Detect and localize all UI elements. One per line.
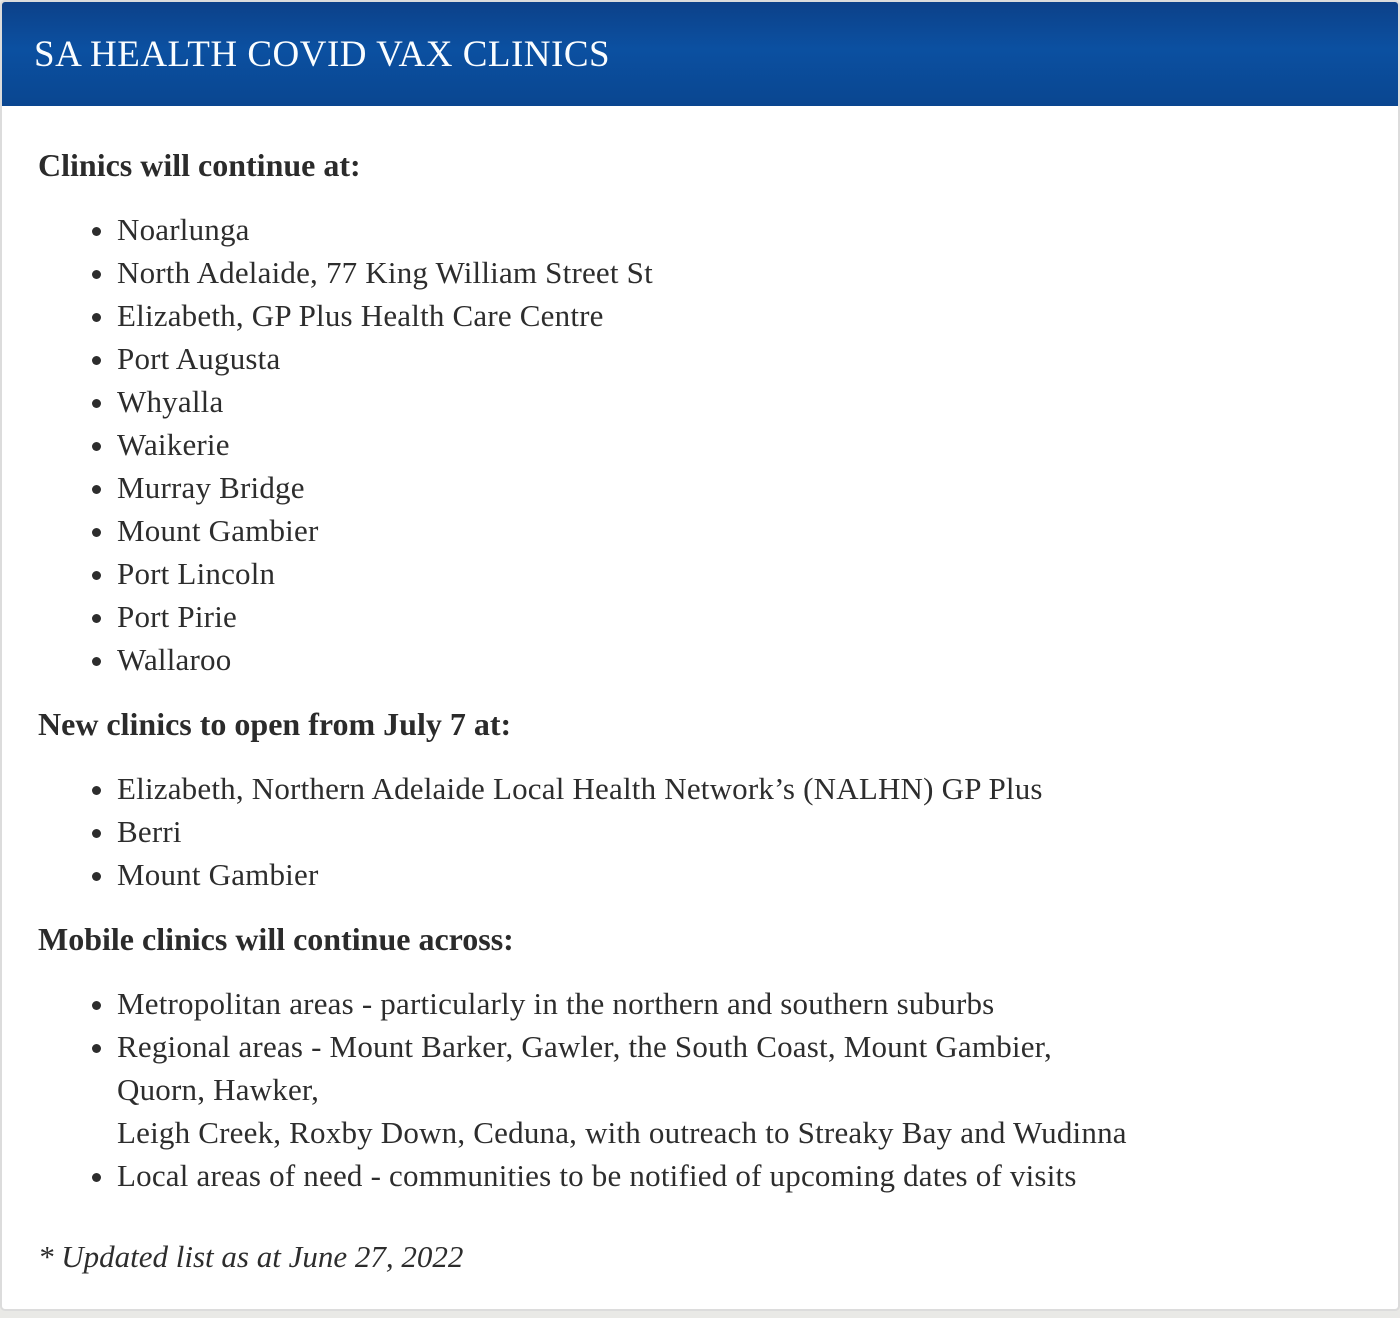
- footer-note: * Updated list as at June 27, 2022: [38, 1239, 464, 1274]
- header-banner: [2, 2, 1398, 106]
- clinic-list: [38, 208, 1362, 681]
- list-item: • Noarlunga: [117, 208, 1362, 251]
- section-heading: New clinics to open from July 7 at:: [38, 706, 512, 742]
- list-item: • Metropolitan areas - particularly in the northern and southern suburbs: [117, 982, 1362, 1025]
- list-item: • Berri: [117, 810, 1362, 853]
- list-item: • Murray Bridge: [117, 466, 1362, 509]
- list-item: • Local areas of need - communities to be notified of upcoming dates of visits: [117, 1154, 1362, 1197]
- list-item: • Elizabeth, Northern Adelaide Local Health Network’s (NALHN) GP Plus: [117, 767, 1362, 810]
- list-item: • Port Augusta: [117, 337, 1362, 380]
- section-new-clinics: [38, 705, 1362, 896]
- page-title: SA HEALTH COVID VAX CLINICS: [34, 33, 611, 75]
- list-item: • Mount Gambier: [117, 853, 1362, 896]
- list-item: • Mount Gambier: [117, 509, 1362, 552]
- list-item: • Port Lincoln: [117, 552, 1362, 595]
- section-mobile-clinics: [38, 920, 1362, 1197]
- list-item: • Waikerie: [117, 423, 1362, 466]
- content: [2, 106, 1398, 1307]
- list-item: • Wallaroo: [117, 638, 1362, 681]
- list-item: • Port Pirie: [117, 595, 1362, 638]
- list-item: • Regional areas - Mount Barker, Gawler, the South Coast, Mount Gambier, Quorn, Hawker, Leigh Creek, Roxby Down, Ceduna, with outreach to Streaky Bay and Wudinna: [117, 1025, 1362, 1154]
- list-item: • Elizabeth, GP Plus Health Care Centre: [117, 294, 1362, 337]
- list-item: • Whyalla: [117, 380, 1362, 423]
- clinic-list: [38, 982, 1362, 1197]
- section-heading: Clinics will continue at:: [38, 147, 361, 183]
- clinic-list: [38, 767, 1362, 896]
- section-clinics-continue: [38, 146, 1362, 681]
- section-heading: Mobile clinics will continue across:: [38, 921, 514, 957]
- list-item: • North Adelaide, 77 King William Street St: [117, 251, 1362, 294]
